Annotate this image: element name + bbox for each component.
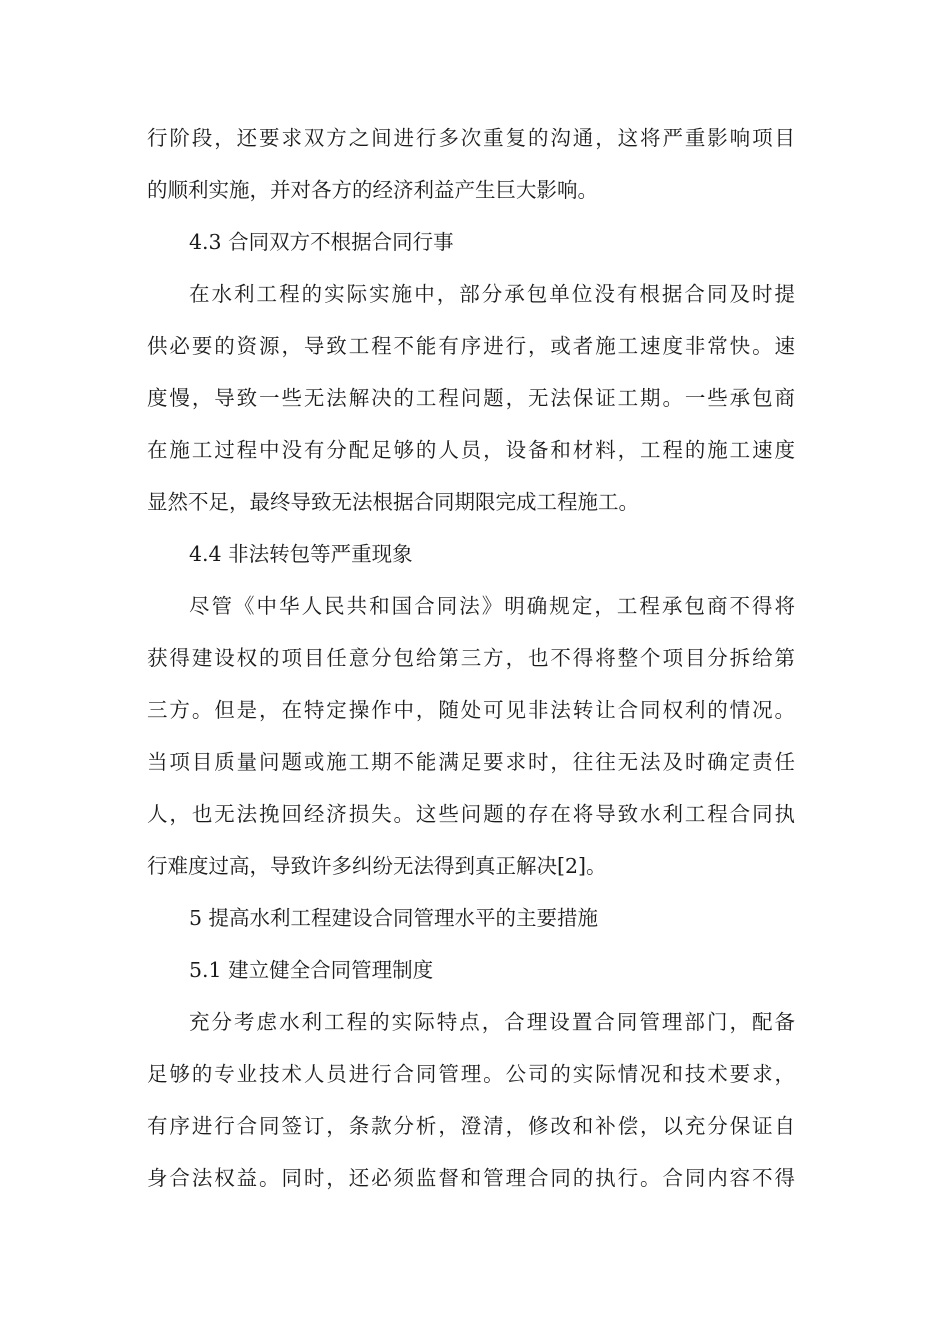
text-line: 行阶段，还要求双方之间进行多次重复的沟通，这将严重影响项目 xyxy=(147,126,795,150)
text-line: 显然不足，最终导致无法根据合同期限完成工程施工。 xyxy=(147,490,639,514)
text-line: 5 提高水利工程建设合同管理水平的主要措施 xyxy=(189,906,599,930)
document-body xyxy=(147,112,795,1204)
body-paragraph xyxy=(147,580,795,892)
text-line: 三方。但是，在特定操作中，随处可见非法转让合同权利的情况。 xyxy=(147,698,795,722)
text-line: 5.1 建立健全合同管理制度 xyxy=(189,958,434,982)
text-line: 有序进行合同签订，条款分析，澄清，修改和补偿，以充分保证自 xyxy=(147,1114,795,1138)
text-line: 度慢，导致一些无法解决的工程问题，无法保证工期。一些承包商 xyxy=(147,386,795,410)
section-heading xyxy=(147,528,795,580)
section-heading xyxy=(147,216,795,268)
body-paragraph xyxy=(147,268,795,528)
text-line: 4.4 非法转包等严重现象 xyxy=(189,542,413,566)
text-line: 足够的专业技术人员进行合同管理。公司的实际情况和技术要求， xyxy=(147,1062,795,1086)
text-line: 行难度过高，导致许多纠纷无法得到真正解决[2]。 xyxy=(147,854,607,878)
text-line: 尽管《中华人民共和国合同法》明确规定，工程承包商不得将 xyxy=(189,594,795,618)
body-paragraph xyxy=(147,996,795,1204)
text-line: 当项目质量问题或施工期不能满足要求时，往往无法及时确定责任 xyxy=(147,750,795,774)
text-line: 身合法权益。同时，还必须监督和管理合同的执行。合同内容不得 xyxy=(147,1166,795,1190)
text-line: 在施工过程中没有分配足够的人员，设备和材料，工程的施工速度 xyxy=(147,438,795,462)
text-line: 获得建设权的项目任意分包给第三方，也不得将整个项目分拆给第 xyxy=(147,646,795,670)
text-line: 在水利工程的实际实施中，部分承包单位没有根据合同及时提 xyxy=(189,282,795,306)
text-line: 的顺利实施，并对各方的经济利益产生巨大影响。 xyxy=(147,178,598,202)
text-line: 充分考虑水利工程的实际特点，合理设置合同管理部门，配备 xyxy=(189,1010,795,1034)
section-heading xyxy=(147,944,795,996)
section-heading xyxy=(147,892,795,944)
text-line: 人，也无法挽回经济损失。这些问题的存在将导致水利工程合同执 xyxy=(147,802,795,826)
body-paragraph xyxy=(147,112,795,216)
text-line: 供必要的资源，导致工程不能有序进行，或者施工速度非常快。速 xyxy=(147,334,795,358)
text-line: 4.3 合同双方不根据合同行事 xyxy=(189,230,454,254)
